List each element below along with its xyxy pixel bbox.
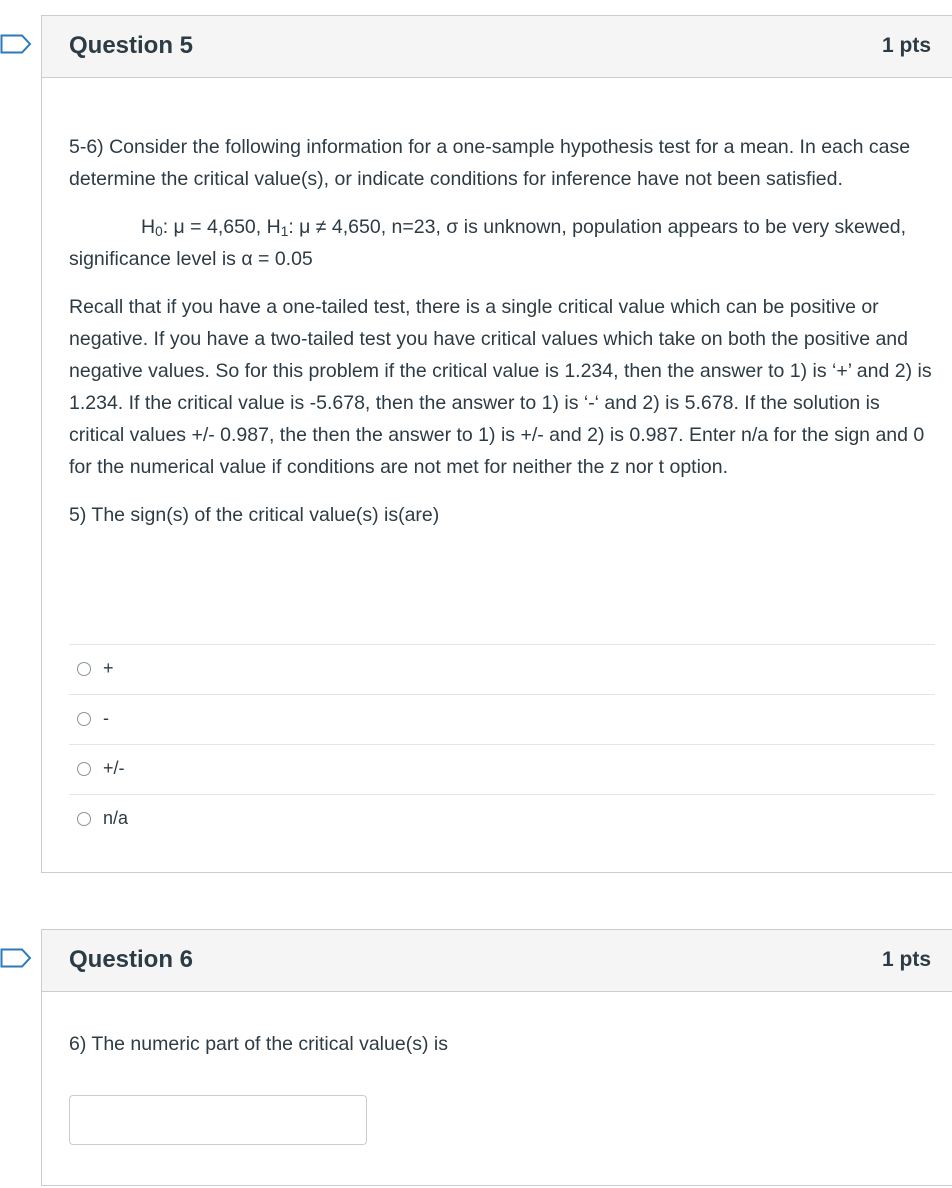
question-title: Question 5 — [69, 32, 194, 59]
answer-label: + — [103, 658, 114, 678]
hypothesis-statement: $H_0$: μ = 4,650, $H_1$: μ ≠ 4,650, n=23, σ is unknown, population appears to be very skewed, significance level is α = 0.05 — [69, 216, 907, 270]
question-points: 1 pts — [882, 948, 932, 971]
question-text — [69, 131, 935, 547]
answer-options — [69, 644, 935, 845]
question-points: 1 pts — [882, 34, 932, 57]
question-title: Question 6 — [69, 946, 194, 973]
answer-option-plus-minus[interactable] — [69, 745, 935, 795]
recall-instructions: Recall that if you have a one-tailed test, there is a single critical value which can be positive or negative. If you have a two-tailed test you have critical values which take on both the positive and negative values. So for this problem if the critical value is 1.234, then the answer to 1) is ‘+’ and 2) is 1.234. If the critical value is -5.678, then the answer to 1) is ‘-‘ and 2) is 5.678. If the solution is critical values +/- 0.987, the then the answer to 1) is +/- and 2) is 0.987. Enter n/a for the sign and 0 for the numerical value if conditions are not met for neither the z nor t option. — [69, 296, 932, 478]
question-intro: 5-6) Consider the following information for a one-sample hypothesis test for a mean. In each case determine the critical value(s), or indicate conditions for inference have not been satisfied. — [69, 136, 911, 190]
answer-label: n/a — [103, 808, 129, 828]
answer-label: +/- — [103, 758, 125, 778]
question-text — [69, 1028, 935, 1076]
question-header — [42, 16, 952, 78]
flag-question-icon[interactable] — [0, 948, 32, 968]
numeric-answer-input[interactable] — [69, 1095, 367, 1145]
answer-option-minus[interactable] — [69, 695, 935, 745]
question-6-card — [41, 929, 952, 1186]
question-5-card — [41, 15, 952, 873]
question-prompt: 5) The sign(s) of the critical value(s) is(are) — [69, 504, 440, 526]
radio-button-icon[interactable] — [77, 712, 91, 726]
radio-button-icon[interactable] — [77, 662, 91, 676]
answer-label: - — [103, 708, 109, 728]
flag-question-icon[interactable] — [0, 34, 32, 54]
answer-option-plus[interactable] — [69, 645, 935, 695]
answer-option-na[interactable] — [69, 795, 935, 845]
question-header — [42, 930, 952, 992]
radio-button-icon[interactable] — [77, 762, 91, 776]
question-prompt: 6) The numeric part of the critical value(s) is — [69, 1033, 448, 1055]
radio-button-icon[interactable] — [77, 812, 91, 826]
